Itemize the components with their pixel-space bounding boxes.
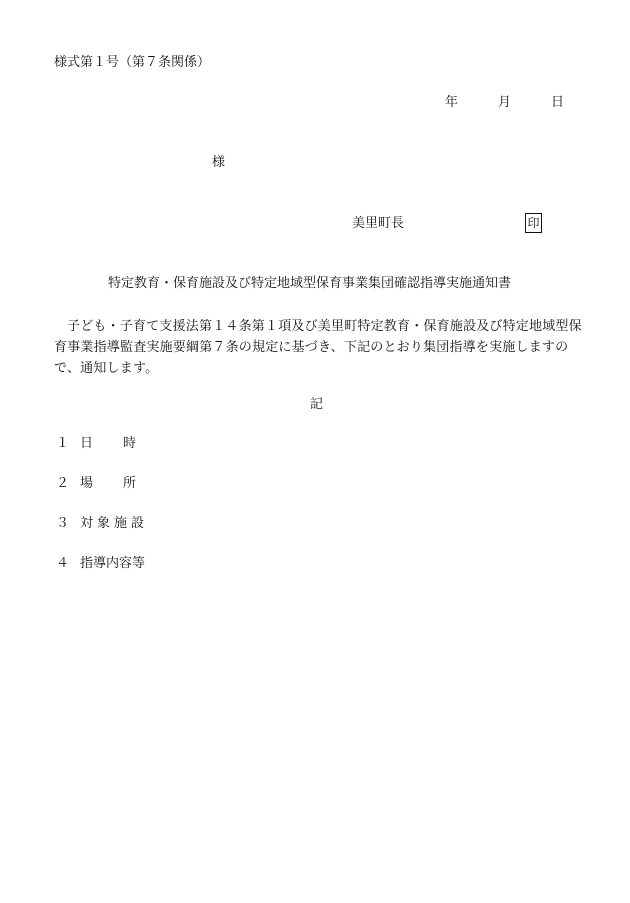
item-datetime [56, 436, 166, 452]
date-day: 日 [550, 95, 564, 110]
item-number: １ [56, 436, 70, 451]
ki-heading: 記 [310, 397, 324, 412]
item-label: 日時 [80, 436, 167, 451]
date-year: 年 [444, 95, 458, 110]
item-number: ３ [56, 516, 70, 531]
item-number: ２ [56, 476, 70, 491]
body-paragraph: 子ども・子育て支援法第１４条第１項及び美里町特定教育・保育施設及び特定地域型保育事業指導監査実施要綱第７条の規定に基づき、下記のとおり集団指導を実施しますので、通知します。 [54, 319, 582, 376]
item-label: 指導内容等 [80, 556, 146, 571]
document-title: 特定教育・保育施設及び特定地域型保育事業集団確認指導実施通知書 [108, 276, 512, 291]
item-label: 場所 [80, 476, 167, 491]
seal-mark: 印 [525, 213, 542, 233]
item-label: 対象施設 [80, 516, 149, 531]
date-line [445, 95, 564, 111]
date-month: 月 [497, 95, 511, 110]
item-guidance-content [56, 556, 145, 572]
item-number: ４ [56, 556, 70, 571]
sender: 美里町長 [352, 216, 405, 231]
form-number: 様式第１号（第７条関係） [54, 55, 211, 70]
item-target-facility [56, 516, 148, 532]
addressee: 様 [212, 155, 226, 170]
item-place [56, 476, 166, 492]
